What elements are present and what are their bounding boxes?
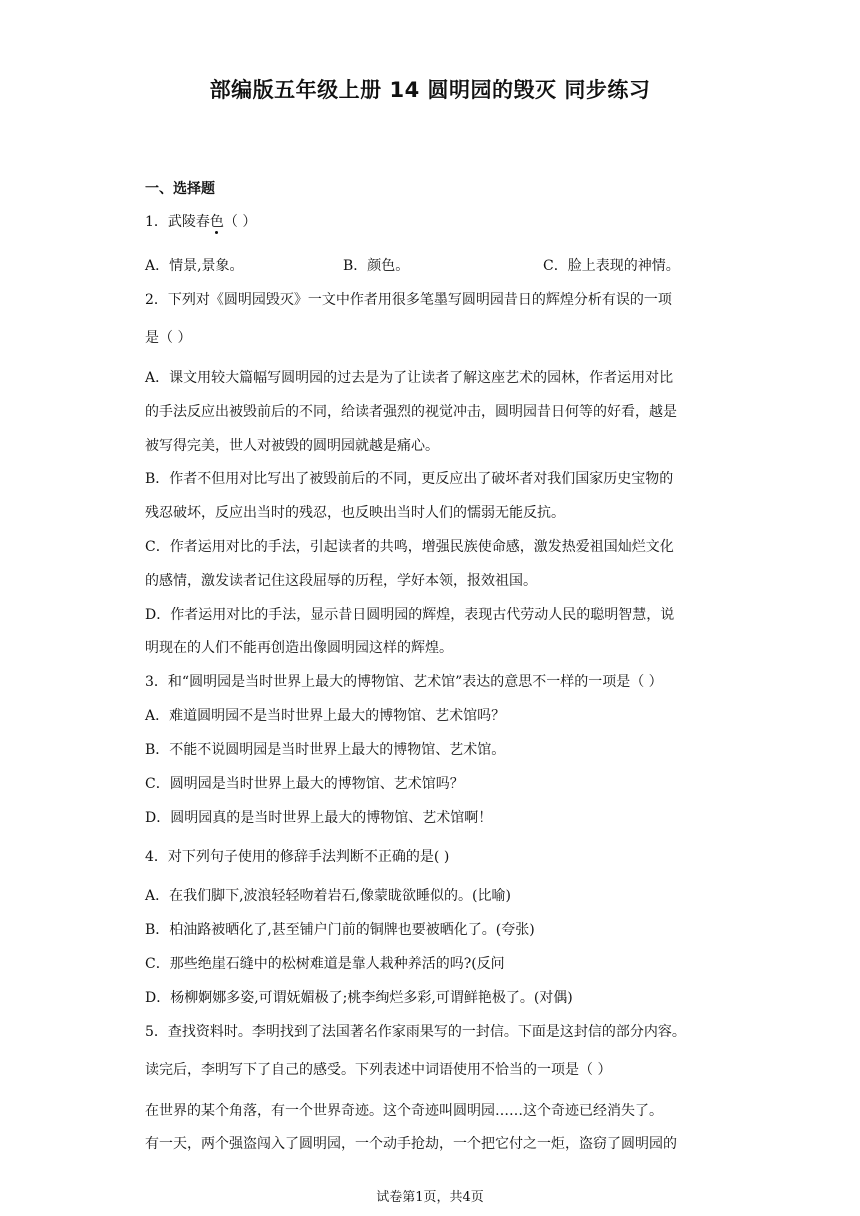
question-2-option-a-line: 的手法反应出被毁前后的不同，给读者强烈的视觉冲击，圆明园昔日何等的好看，越是 <box>145 404 677 420</box>
page-footer: 试卷第1页，共4页 <box>376 1190 484 1205</box>
question-4-option-a: A．在我们脚下,波浪轻轻吻着岩石,像蒙眬欲睡似的。(比喻) <box>145 888 511 904</box>
question-2-option-b-line: B．作者不但用对比写出了被毁前后的不同，更反应出了破坏者对我们国家历史宝物的 <box>145 471 674 487</box>
page-title: 部编版五年级上册 14 圆明园的毁灭 同步练习 <box>209 78 651 102</box>
question-1-stem <box>145 211 256 231</box>
question-1-option-c: C．脸上表现的神情。 <box>543 258 680 274</box>
question-3-option-d: D．圆明园真的是当时世界上最大的博物馆、艺术馆啊！ <box>145 810 493 826</box>
question-1-dotted-char: 色 <box>209 214 224 230</box>
question-2-option-d-line: D．作者运用对比的手法，显示昔日圆明园的辉煌，表现古代劳动人民的聪明智慧，说 <box>145 607 675 623</box>
question-2-option-a-line: A．课文用较大篇幅写圆明园的过去是为了让读者了解这座艺术的园林，作者运用对比 <box>145 370 674 386</box>
question-3-option-a: A．难道圆明园不是当时世界上最大的博物馆、艺术馆吗？ <box>145 708 506 724</box>
question-2-option-b-line: 残忍破坏，反应出当时的残忍，也反映出当时人们的懦弱无能反抗。 <box>145 505 565 521</box>
question-1-option-a: A．情景,景象。 <box>145 258 244 274</box>
question-1-option-b: B．颜色。 <box>343 258 410 274</box>
question-4-option-d: D．杨柳婀娜多姿,可谓妩媚极了;桃李绚烂多彩,可谓鲜艳极了。(对偶) <box>145 990 573 1006</box>
question-1-suffix: （ ） <box>223 214 257 230</box>
question-2-option-a-line: 被写得完美，世人对被毁的圆明园就越是痛心。 <box>145 438 439 454</box>
question-3-option-b: B．不能不说圆明园是当时世界上最大的博物馆、艺术馆。 <box>145 742 506 758</box>
question-3-option-c: C．圆明园是当时世界上最大的博物馆、艺术馆吗？ <box>145 776 464 792</box>
question-1-prefix: 1．武陵春 <box>145 214 210 230</box>
question-5-stem-line: 5．查找资料时。李明找到了法国著名作家雨果写的一封信。下面是这封信的部分内容。 <box>145 1024 686 1040</box>
question-4-option-b: B．柏油路被晒化了,甚至铺户门前的铜牌也要被晒化了。(夸张) <box>145 922 535 938</box>
question-3-stem: 3．和“圆明园是当时世界上最大的博物馆、艺术馆”表达的意思不一样的一项是（ ） <box>145 674 663 690</box>
question-2-option-c-line: 的感情，激发读者记住这段屈辱的历程，学好本领，报效祖国。 <box>145 573 537 589</box>
question-2-option-d-line: 明现在的人们不能再创造出像圆明园这样的辉煌。 <box>145 640 453 656</box>
question-2-stem-line: 是（ ） <box>145 330 192 346</box>
section-heading: 一、选择题 <box>145 181 215 197</box>
question-2-stem-line: 2．下列对《圆明园毁灭》一文中作者用很多笔墨写圆明园昔日的辉煌分析有误的一项 <box>145 292 672 308</box>
question-2-option-c-line: C．作者运用对比的手法，引起读者的共鸣，增强民族使命感，激发热爱祖国灿烂文化 <box>145 539 674 555</box>
question-4-stem: 4．对下列句子使用的修辞手法判断不正确的是( ) <box>145 849 450 865</box>
question-4-option-c: C．那些绝崖石缝中的松树难道是靠人栽种养活的吗?(反问 <box>145 956 505 972</box>
question-5-passage-line: 有一天，两个强盗闯入了圆明园，一个动手抢劫，一个把它付之一炬，盗窃了圆明园的 <box>145 1136 677 1152</box>
question-5-stem-line: 读完后，李明写下了自己的感受。下列表述中词语使用不恰当的一项是（ ） <box>145 1062 612 1078</box>
question-5-passage-line: 在世界的某个角落，有一个世界奇迹。这个奇迹叫圆明园……这个奇迹已经消失了。 <box>145 1103 663 1119</box>
